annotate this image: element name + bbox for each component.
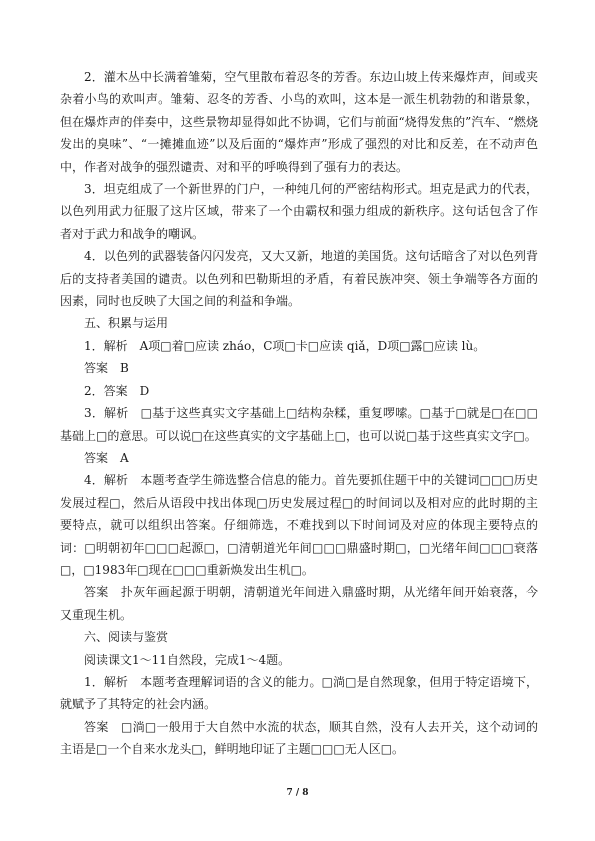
page-content	[60, 66, 538, 761]
section-heading-5: 五、积累与运用	[84, 316, 169, 331]
q6-1-analysis: 1．解析 本题考查理解词语的含义的能力。□淌□是自然现象，但用于特定语境下，就赋予了其特定的社会内涵。	[60, 674, 538, 712]
q5-4-analysis: 4．解析 本题考查学生筛选整合信息的能力。首先要抓住题干中的关键词□□□历史发展过程□，然后从语段中找出体现□历史发展过程□的时间词以及相对应的此时期的主要特点，就可以组织出答案。仔细筛选，不难找到以下时间词及对应的体现主要特点的词：□明朝初年□□□起源□，□清朝道光年间□□□鼎盛时期□，□光绪年间□□□衰落□，□1983年□现在□□□重新焕发出生机□。	[60, 473, 538, 577]
reading-instruction: 阅读课文1～11自然段，完成1～4题。	[84, 652, 291, 667]
answer-paragraph-4: 4．以色列的武器装备闪闪发亮，又大又新，地道的美国货。这句话暗含了对以色列背后的支持者美国的谴责。以色列和巴勒斯坦的矛盾，有着民族冲突、领土争端等各方面的因素，同时也反映了大国之间的利益和争端。	[60, 249, 538, 309]
q5-1-answer: 答案 B	[84, 361, 129, 376]
answer-paragraph-3: 3．坦克组成了一个新世界的门户，一种纯几何的严密结构形式。坦克是武力的代表，以色列用武力征服了这片区域，带来了一个由霸权和强力组成的新秩序。这句话包含了作者对于武力和战争的嘲讽。	[60, 182, 538, 241]
answer-paragraph-2: 2．灌木丛中长满着雏菊，空气里散布着忍冬的芳香。东边山坡上传来爆炸声，间或夹杂着小鸟的欢叫声。雏菊、忍冬的芳香、小鸟的欢叫，这本是一派生机勃勃的和谐景象，但在爆炸声的伴奏中，这些景物却显得如此不协调，它们与前面“烧得发焦的”汽车、“燃烧发出的臭味”、“一摊摊血迹”以及后面的“爆炸声”形成了强烈的对比和反差，在不动声色中，作者对战争的强烈谴责、对和平的呼唤得到了强有力的表达。	[60, 70, 538, 174]
q5-3-answer: 答案 A	[84, 450, 129, 465]
q5-1-analysis: 1．解析 A项□着□应读 zháo，C项□卡□应读 qiǎ，D项□露□应读 lù。	[84, 338, 486, 353]
page-number: 7 / 8	[286, 788, 309, 798]
section-heading-6: 六、阅读与鉴赏	[84, 630, 169, 645]
q6-1-answer: 答案 □淌□一般用于大自然中水流的状态，顺其自然，没有人去开关，这个动词的主语是□一个自来水龙头□，鲜明地印证了主题□□□无人区□。	[60, 719, 538, 757]
q5-4-answer: 答案 扑灰年画起源于明朝，清朝道光年间进入鼎盛时期，从光绪年间开始衰落，今又重现生机。	[60, 585, 538, 622]
q5-2-answer: 2．答案 D	[84, 383, 150, 398]
q5-3-analysis: 3．解析 □基于这些真实文字基础上□结构杂糅，重复啰嗦。□基于□就是□在□□基础上□的意思。可以说□在这些真实的文字基础上□，也可以说□基于这些真实文字□。	[60, 406, 538, 443]
